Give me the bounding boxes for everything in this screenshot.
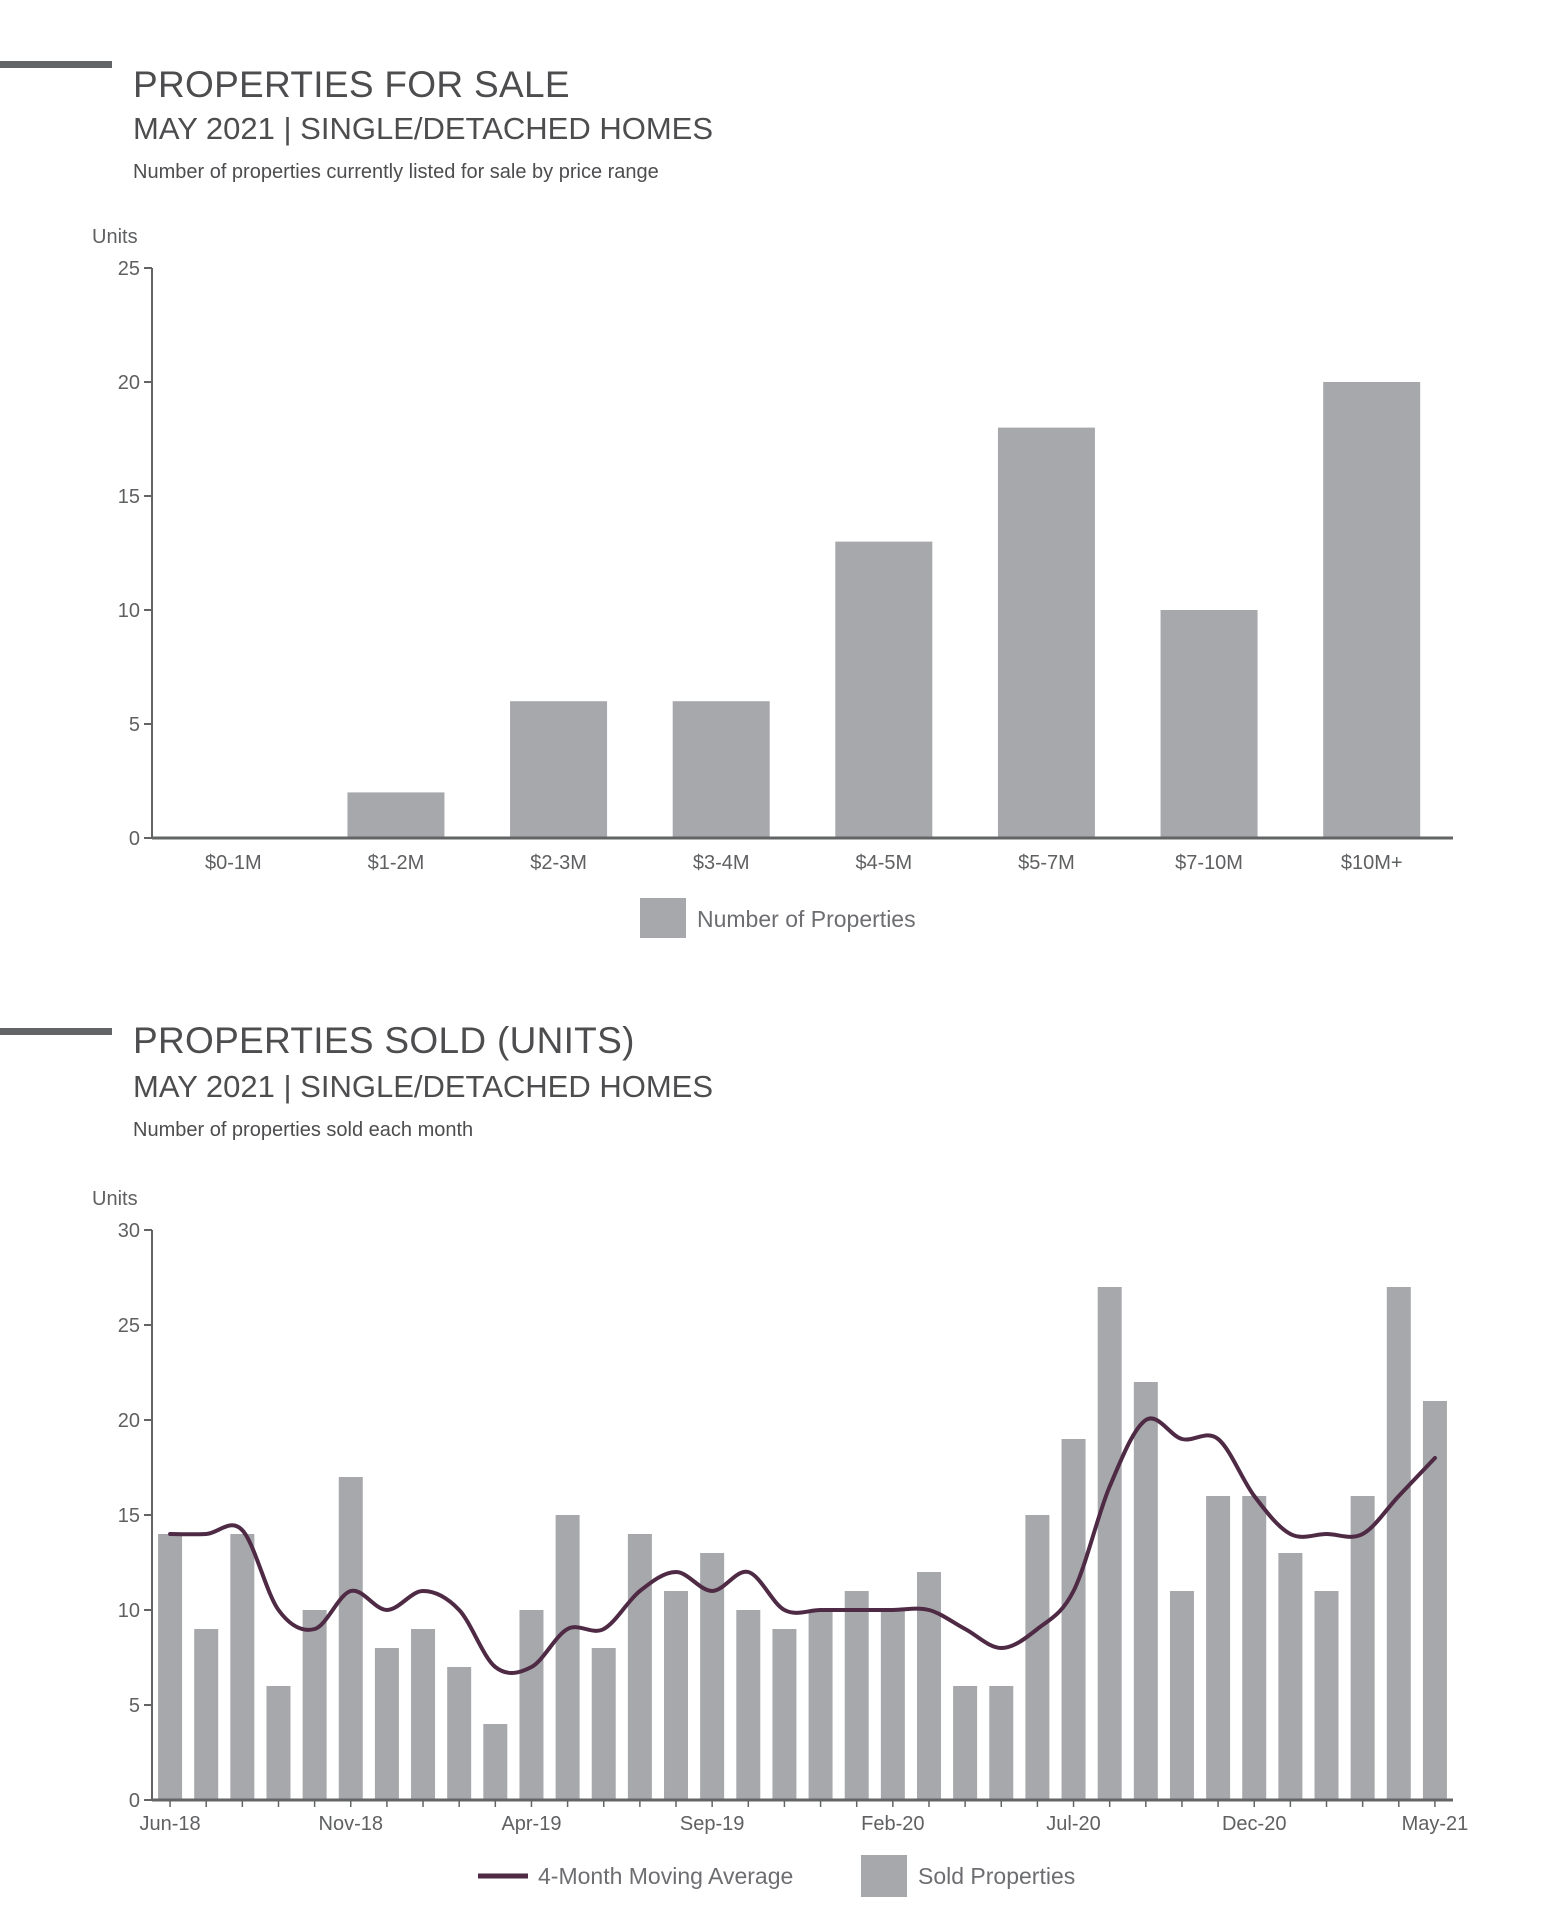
section-description: Number of properties currently listed for sale by price range <box>133 161 659 183</box>
y-tick-label: 20 <box>117 1410 140 1432</box>
legend-label: Sold Properties <box>918 1863 1076 1889</box>
section-subtitle: MAY 2021 | SINGLE/DETACHED HOMES <box>133 111 713 146</box>
section-title: PROPERTIES SOLD (UNITS) <box>133 1020 635 1061</box>
bar <box>519 1610 543 1800</box>
y-tick-label: 20 <box>117 372 140 394</box>
section-description: Number of properties sold each month <box>133 1119 474 1141</box>
bar <box>194 1629 218 1800</box>
bar <box>845 1591 869 1800</box>
x-tick-label: $3-4M <box>692 852 750 874</box>
x-tick-label: Sep-19 <box>679 1813 745 1835</box>
bar <box>628 1534 652 1800</box>
bar <box>158 1534 182 1800</box>
y-tick-label: 15 <box>117 486 140 508</box>
y-tick-label: 30 <box>117 1220 140 1242</box>
bar <box>1315 1591 1339 1800</box>
x-tick-label: May-21 <box>1401 1813 1469 1835</box>
bar <box>1025 1515 1049 1800</box>
bar <box>1351 1496 1375 1800</box>
y-tick-label: 5 <box>128 714 140 736</box>
bar <box>1387 1287 1411 1800</box>
y-axis-label: Units <box>92 226 138 248</box>
bar <box>989 1686 1013 1800</box>
y-tick-label: 25 <box>117 258 140 280</box>
bar <box>339 1477 363 1800</box>
x-tick-label: Jun-18 <box>139 1813 201 1835</box>
bar <box>809 1610 833 1800</box>
bar <box>1242 1496 1266 1800</box>
legend-label: 4-Month Moving Average <box>538 1863 794 1889</box>
bar <box>266 1686 290 1800</box>
bar <box>1062 1439 1086 1800</box>
bar <box>483 1724 507 1800</box>
bar <box>411 1629 435 1800</box>
bar <box>1134 1382 1158 1800</box>
y-tick-label: 25 <box>117 1315 140 1337</box>
bar <box>664 1591 688 1800</box>
y-tick-label: 10 <box>117 600 140 622</box>
y-tick-label: 0 <box>128 1790 140 1812</box>
y-axis-label: Units <box>92 1188 138 1210</box>
x-tick-label: $1-2M <box>367 852 425 874</box>
bar <box>917 1572 941 1800</box>
bar <box>772 1629 796 1800</box>
x-tick-label: $10M+ <box>1340 852 1403 874</box>
bar <box>230 1534 254 1800</box>
bar <box>447 1667 471 1800</box>
bar <box>592 1648 616 1800</box>
x-tick-label: $7-10M <box>1175 852 1243 874</box>
bar <box>1206 1496 1230 1800</box>
y-tick-label: 5 <box>128 1695 140 1717</box>
bar <box>736 1610 760 1800</box>
x-tick-label: Jul-20 <box>1046 1813 1101 1835</box>
section-title: PROPERTIES FOR SALE <box>133 64 570 105</box>
x-tick-label: Apr-19 <box>501 1813 562 1835</box>
x-tick-label: Feb-20 <box>861 1813 925 1835</box>
x-tick-label: $4-5M <box>855 852 913 874</box>
bar <box>1278 1553 1302 1800</box>
bar <box>375 1648 399 1800</box>
bar <box>1170 1591 1194 1800</box>
y-tick-label: 10 <box>117 1600 140 1622</box>
bar <box>1098 1287 1122 1800</box>
x-tick-label: Dec-20 <box>1221 1813 1287 1835</box>
bar <box>881 1610 905 1800</box>
section-subtitle: MAY 2021 | SINGLE/DETACHED HOMES <box>133 1069 713 1104</box>
y-tick-label: 0 <box>128 828 140 850</box>
legend-label: Number of Properties <box>697 906 916 932</box>
bar <box>303 1610 327 1800</box>
x-tick-label: $0-1M <box>204 852 262 874</box>
x-tick-label: $5-7M <box>1018 852 1075 874</box>
legend-swatch <box>861 1855 907 1897</box>
x-tick-label: Nov-18 <box>318 1813 384 1835</box>
x-tick-label: $2-3M <box>530 852 587 874</box>
bar <box>556 1515 580 1800</box>
y-tick-label: 15 <box>117 1505 140 1527</box>
bar <box>953 1686 977 1800</box>
